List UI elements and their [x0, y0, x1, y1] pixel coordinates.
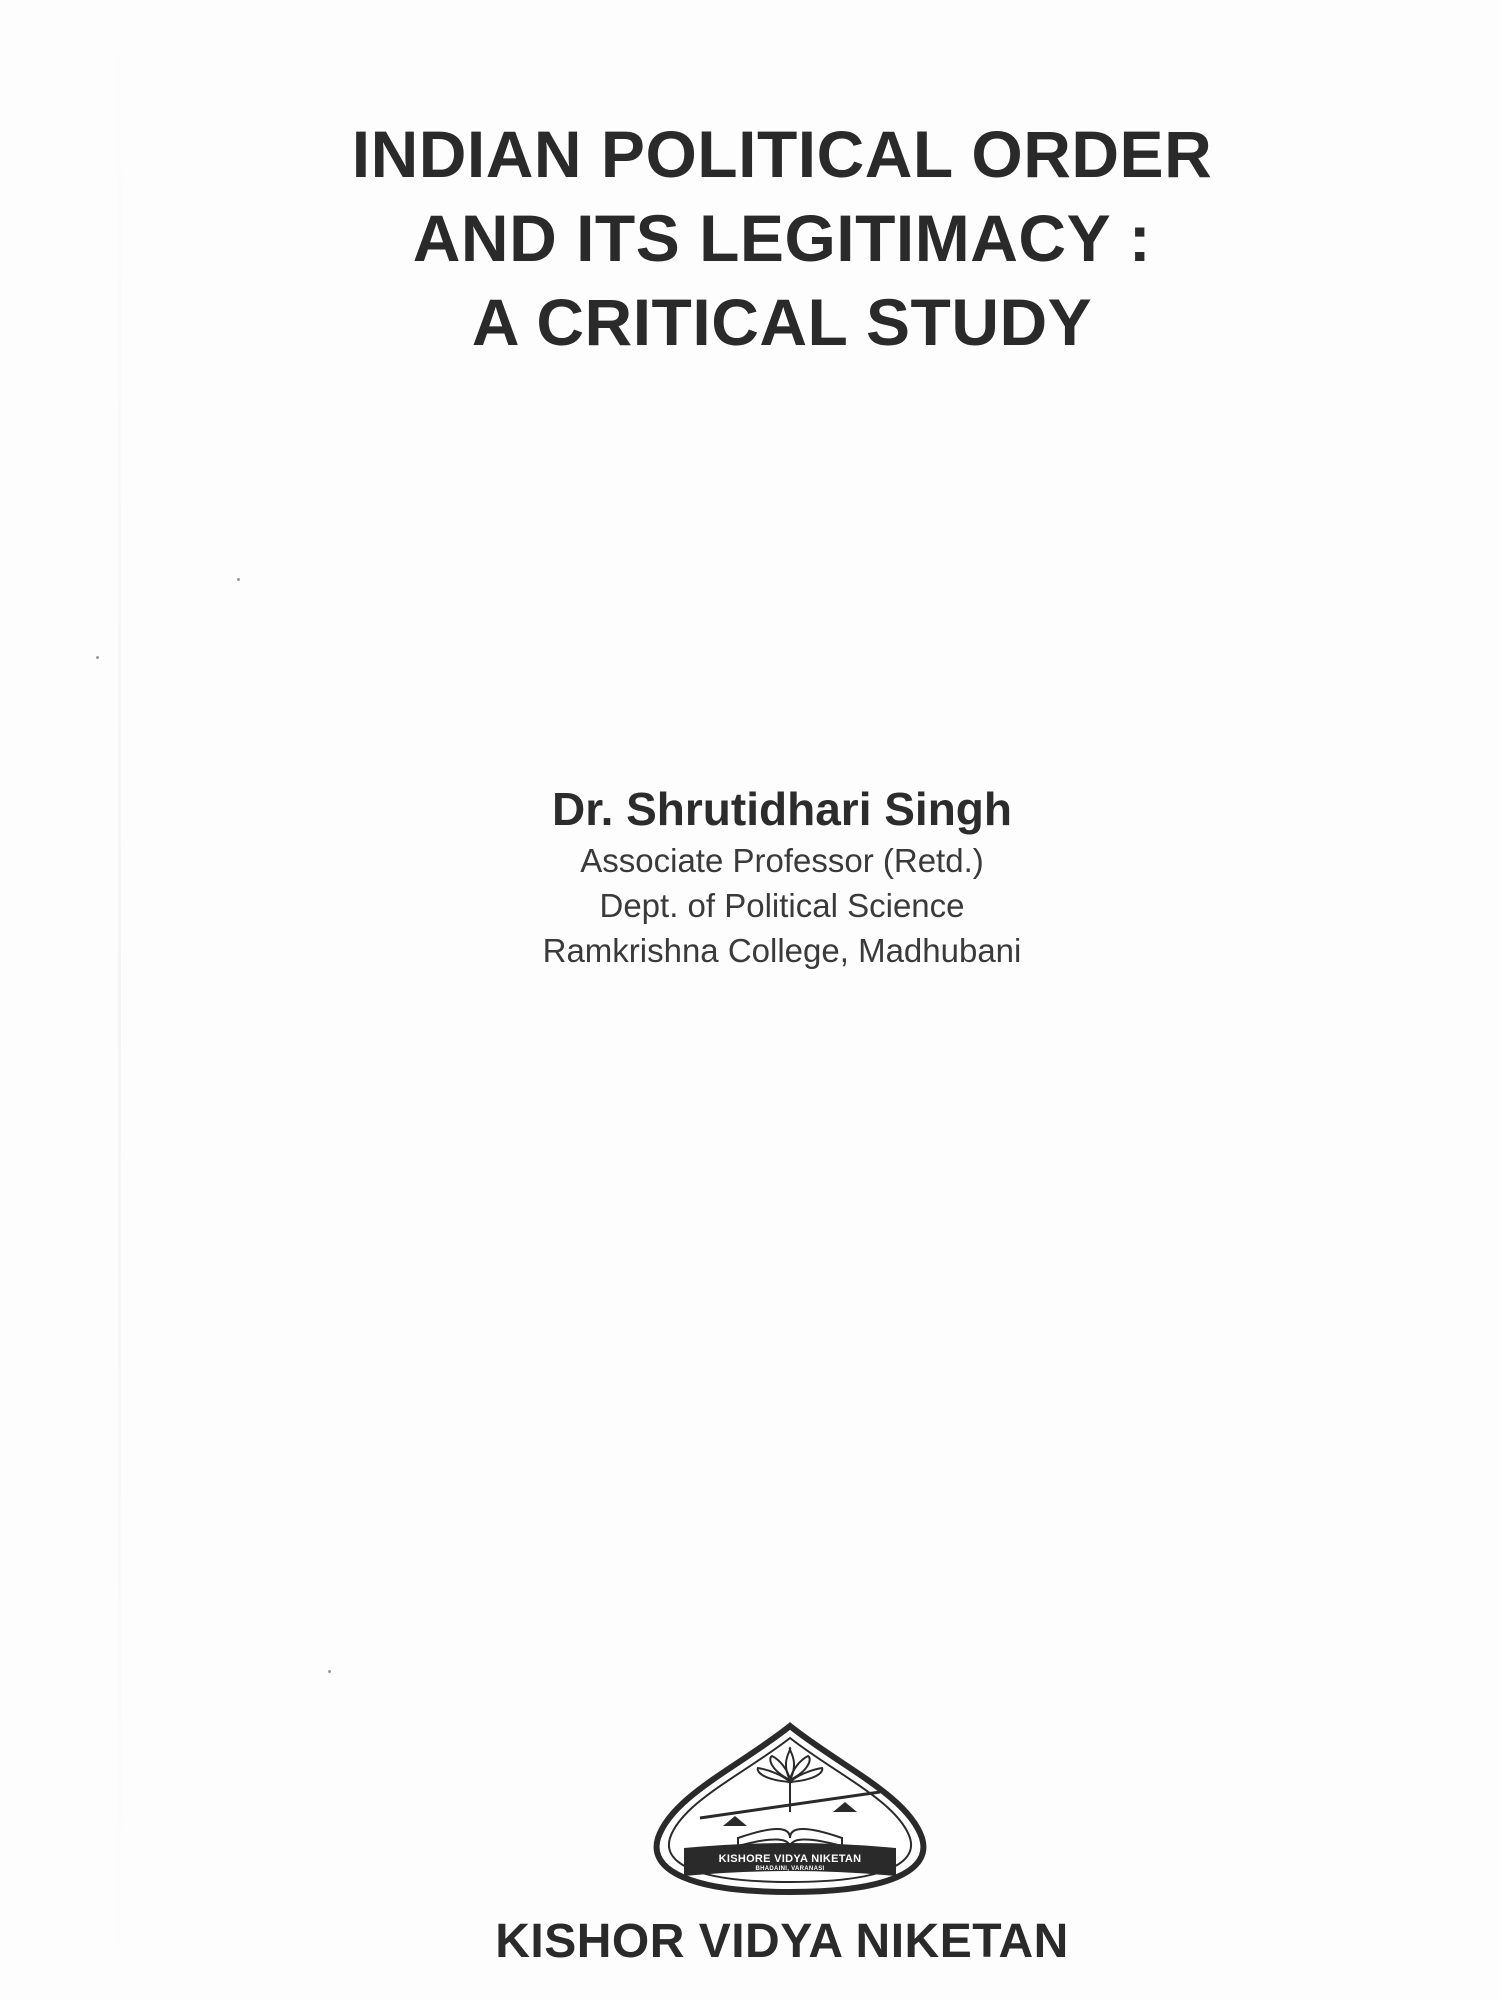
- scan-speck: [237, 578, 240, 581]
- publisher-name: KISHOR VIDYA NIKETAN: [495, 1915, 1069, 1968]
- book-title: [0, 112, 1500, 364]
- title-line: INDIAN POLITICAL ORDER: [351, 117, 1213, 191]
- author-name: Dr. Shrutidhari Singh: [551, 783, 1013, 835]
- author-info: [32, 780, 1500, 973]
- author-designation: Associate Professor (Retd.): [580, 842, 984, 879]
- lotus-book-emblem-icon: [640, 1720, 940, 1900]
- logo-emblem-text: KISHORE VIDYA NIKETAN: [718, 1853, 862, 1865]
- scan-speck: [328, 1670, 331, 1673]
- author-department: Dept. of Political Science: [599, 887, 965, 924]
- logo-emblem-subtext: BHADAINI, VARANASI: [755, 1866, 825, 1872]
- author-college: Ramkrishna College, Madhubani: [542, 932, 1022, 969]
- title-line: AND ITS LEGITIMACY :: [412, 201, 1152, 275]
- scan-speck: [96, 656, 99, 659]
- title-line: A CRITICAL STUDY: [471, 285, 1093, 359]
